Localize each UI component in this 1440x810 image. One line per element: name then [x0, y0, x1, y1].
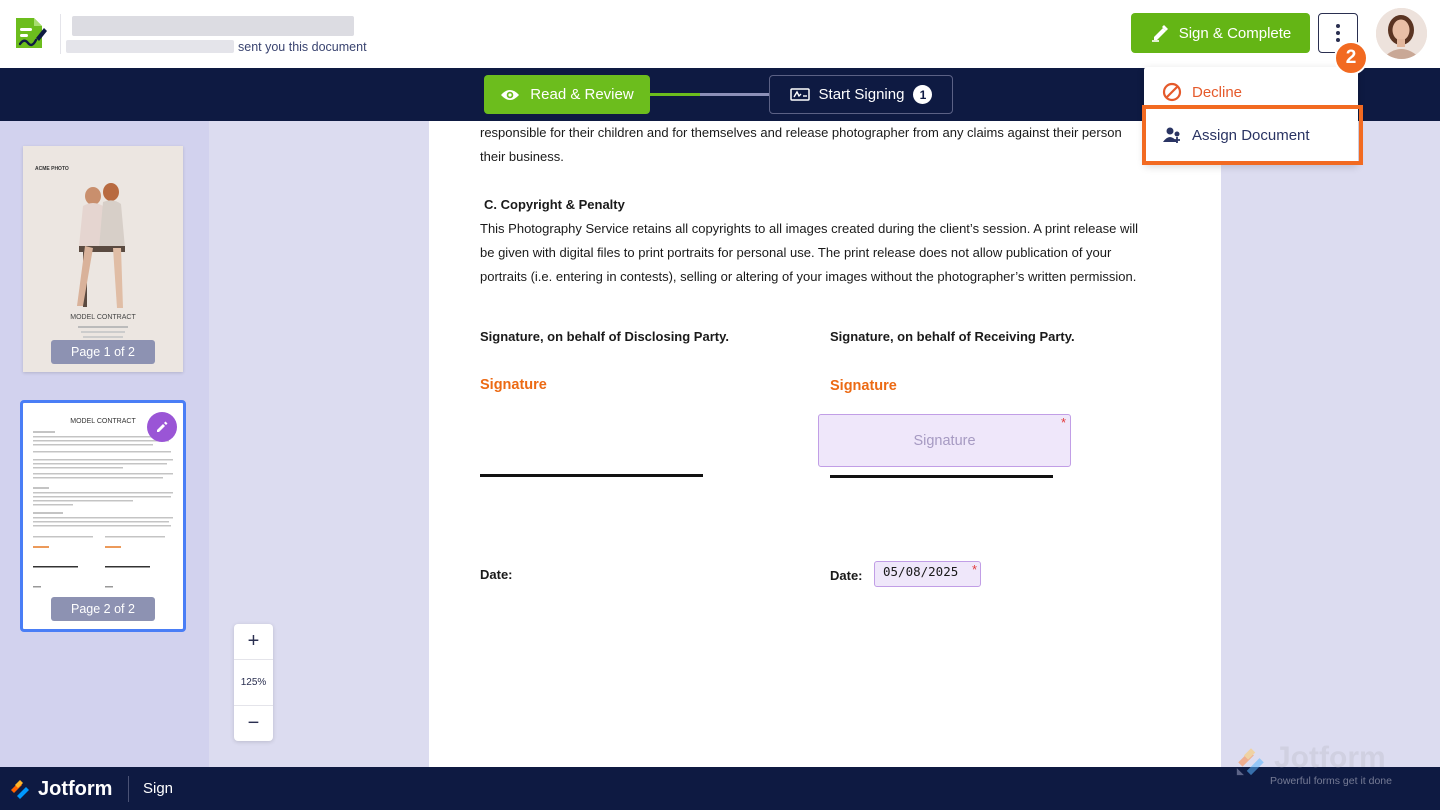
zoom-in-button[interactable]: +	[247, 630, 260, 652]
watermark-logo-icon	[1234, 744, 1268, 778]
signature-required-mark: *	[1061, 415, 1067, 430]
page-thumbnail-2[interactable]	[20, 400, 186, 632]
document-page	[429, 121, 1221, 767]
date-left-label: Date:	[480, 567, 513, 582]
signature-left-label: Signature	[480, 377, 547, 393]
user-avatar[interactable]	[1376, 8, 1427, 59]
pen-sign-icon	[1150, 23, 1170, 43]
progress-line-pending	[700, 93, 769, 96]
signature-right-label: Signature	[830, 378, 897, 394]
cover-photo-illustration	[23, 146, 183, 372]
zoom-control	[234, 624, 273, 741]
para-top-line-2: their business.	[480, 149, 564, 164]
zoom-level: 125%	[234, 659, 273, 706]
zoom-out-button[interactable]: −	[247, 712, 260, 734]
step-start-signing-label: Start Signing	[818, 86, 905, 103]
footer-brand[interactable]	[8, 777, 112, 801]
top-header	[0, 0, 1440, 68]
page-thumbnail-sidebar	[0, 121, 209, 767]
sign-complete-label: Sign & Complete	[1178, 24, 1292, 42]
date-required-mark: *	[972, 562, 978, 577]
footer-brand-name: Jotform	[38, 777, 113, 800]
section-title: C. Copyright & Penalty	[484, 197, 625, 212]
watermark-title: Jotform	[1274, 741, 1386, 774]
step-read-review-label: Read & Review	[530, 86, 634, 103]
footer-bar	[0, 767, 1440, 810]
para-top-line-1: responsible for their children and for themselves and release photographer from any claims against their person	[480, 125, 1122, 140]
section-line-2: be given with digital files to print portraits for personal use. The print release does not allow publication of your	[480, 245, 1112, 260]
signature-right-heading: Signature, on behalf of Receiving Party.	[830, 329, 1075, 344]
assign-document-highlight	[1142, 105, 1363, 165]
thumb2-title: MODEL CONTRACT	[70, 418, 136, 425]
footer-divider	[128, 776, 129, 802]
step-start-signing[interactable]	[769, 75, 953, 114]
progress-line-complete	[650, 93, 700, 96]
jotform-logo-icon	[8, 777, 32, 801]
page-2-label: Page 2 of 2	[51, 597, 155, 621]
section-line-3: portraits (i.e. entering in contests), selling or altering of your images without the photographer’s written permission.	[480, 269, 1137, 284]
tutorial-step-badge: 2	[1334, 41, 1368, 75]
decline-icon	[1162, 82, 1182, 102]
document-title-redacted	[72, 16, 354, 36]
signature-left-line	[480, 474, 703, 477]
date-input-field[interactable]: 05/08/2025	[874, 561, 981, 587]
sent-text: sent you this document	[238, 40, 367, 54]
jotform-sign-logo-icon[interactable]	[12, 14, 50, 52]
vertical-dots-icon	[1335, 23, 1341, 43]
page-1-label: Page 1 of 2	[51, 340, 155, 364]
date-right-label: Date:	[830, 568, 863, 583]
footer-product-name: Sign	[143, 780, 174, 797]
thumb1-logo-text: ACME PHOTO	[35, 166, 69, 172]
watermark-subtitle: Powerful forms get it done	[1270, 775, 1392, 787]
page-edit-pen-icon	[147, 412, 177, 442]
page-thumbnail-1[interactable]	[23, 146, 183, 372]
signature-right-line	[830, 475, 1053, 478]
sender-name-redacted	[66, 40, 234, 53]
sign-complete-button[interactable]	[1131, 13, 1310, 53]
signature-left-heading: Signature, on behalf of Disclosing Party.	[480, 329, 729, 344]
eye-icon	[500, 88, 520, 102]
jotform-watermark	[1234, 741, 1414, 788]
menu-item-assign-label: Assign Document	[1192, 126, 1310, 144]
signature-field-placeholder: Signature	[913, 432, 976, 449]
thumb1-title: MODEL CONTRACT	[70, 314, 136, 321]
step-read-review[interactable]	[484, 75, 650, 114]
fields-count-badge: 1	[913, 85, 932, 104]
signature-input-field[interactable]	[818, 414, 1071, 467]
menu-item-decline-label: Decline	[1192, 83, 1243, 101]
section-line-1: This Photography Service retains all copyrights to all images created during the client’s session. A print release will	[480, 221, 1139, 236]
signature-box-icon	[790, 87, 810, 103]
header-divider	[60, 14, 61, 54]
